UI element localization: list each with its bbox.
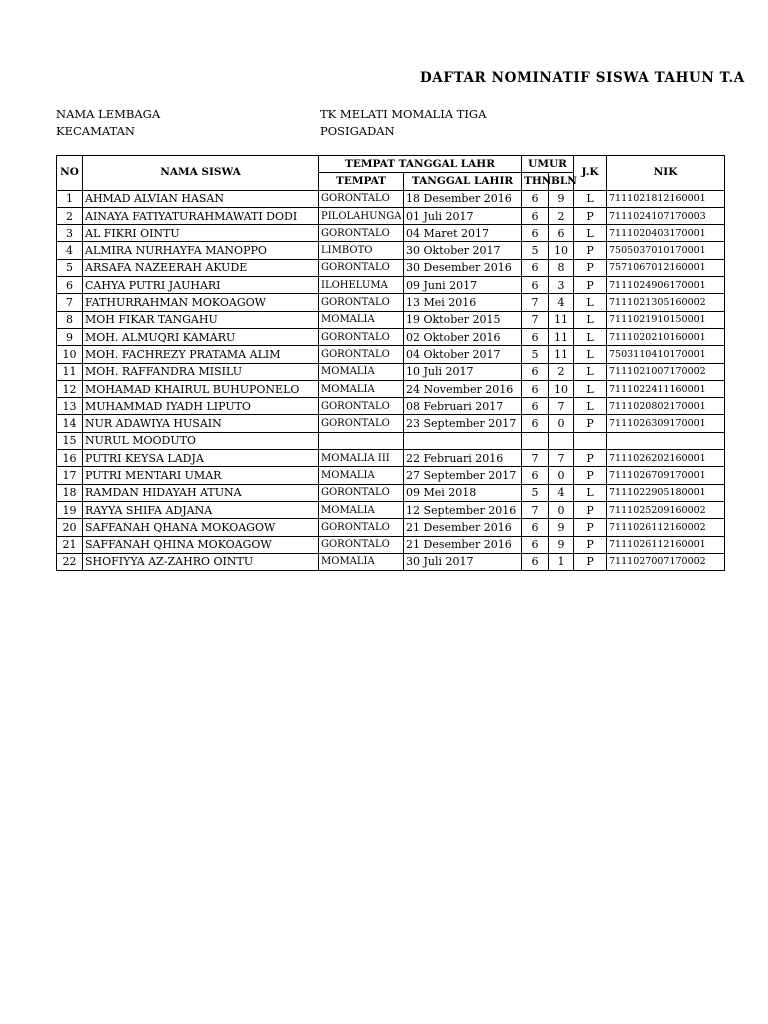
birth-date: 12 September 2016 bbox=[404, 501, 522, 518]
birth-place: MOMALIA bbox=[319, 501, 404, 518]
roster-body bbox=[57, 190, 725, 571]
age-months: 7 bbox=[549, 398, 574, 415]
age-years: 6 bbox=[522, 190, 549, 207]
student-name: RAMDAN HIDAYAH ATUNA bbox=[83, 484, 319, 501]
age-years: 7 bbox=[522, 450, 549, 467]
age-months: 10 bbox=[549, 242, 574, 259]
student-name: ARSAFA NAZEERAH AKUDE bbox=[83, 259, 319, 276]
lembaga-label: NAMA LEMBAGA bbox=[56, 107, 161, 121]
table-row bbox=[57, 467, 725, 484]
nik-number: 7111026112160001 bbox=[607, 536, 725, 553]
age-years: 6 bbox=[522, 225, 549, 242]
gender: P bbox=[574, 259, 607, 276]
birth-place: GORONTALO bbox=[319, 484, 404, 501]
birth-place: GORONTALO bbox=[319, 415, 404, 432]
student-name: NUR ADAWIYA HUSAIN bbox=[83, 415, 319, 432]
table-row bbox=[57, 519, 725, 536]
age-years: 7 bbox=[522, 501, 549, 518]
age-months: 4 bbox=[549, 294, 574, 311]
table-row bbox=[57, 311, 725, 328]
student-no: 2 bbox=[57, 207, 83, 224]
nik-number: 7111021007170002 bbox=[607, 363, 725, 380]
nik-number: 7503110410170001 bbox=[607, 346, 725, 363]
birth-date: 08 Februari 2017 bbox=[404, 398, 522, 415]
age-months: 9 bbox=[549, 190, 574, 207]
nik-number: 7111026309170001 bbox=[607, 415, 725, 432]
student-no: 14 bbox=[57, 415, 83, 432]
birth-place: GORONTALO bbox=[319, 294, 404, 311]
birth-date: 10 Juli 2017 bbox=[404, 363, 522, 380]
nik-number: 7111024107170003 bbox=[607, 207, 725, 224]
student-no: 22 bbox=[57, 553, 83, 570]
table-row bbox=[57, 501, 725, 518]
age-years: 6 bbox=[522, 328, 549, 345]
gender: P bbox=[574, 277, 607, 294]
age-years: 6 bbox=[522, 380, 549, 397]
age-years: 6 bbox=[522, 277, 549, 294]
age-months: 6 bbox=[549, 225, 574, 242]
birth-date: 24 November 2016 bbox=[404, 380, 522, 397]
gender: L bbox=[574, 398, 607, 415]
nik-number bbox=[607, 432, 725, 449]
birth-place: MOMALIA bbox=[319, 311, 404, 328]
age-years: 7 bbox=[522, 294, 549, 311]
gender: P bbox=[574, 536, 607, 553]
age-months: 11 bbox=[549, 328, 574, 345]
table-row bbox=[57, 398, 725, 415]
age-months: 2 bbox=[549, 207, 574, 224]
table-row bbox=[57, 363, 725, 380]
gender: P bbox=[574, 207, 607, 224]
student-no: 10 bbox=[57, 346, 83, 363]
birth-date bbox=[404, 432, 522, 449]
birth-date: 30 Desember 2016 bbox=[404, 259, 522, 276]
birth-place: MOMALIA bbox=[319, 467, 404, 484]
birth-date: 27 September 2017 bbox=[404, 467, 522, 484]
student-name: PUTRI MENTARI UMAR bbox=[83, 467, 319, 484]
age-years: 6 bbox=[522, 519, 549, 536]
student-no: 17 bbox=[57, 467, 83, 484]
age-months: 0 bbox=[549, 467, 574, 484]
birth-date: 04 Oktober 2017 bbox=[404, 346, 522, 363]
student-no: 9 bbox=[57, 328, 83, 345]
birth-date: 01 Juli 2017 bbox=[404, 207, 522, 224]
student-name: MOH. RAFFANDRA MISILU bbox=[83, 363, 319, 380]
gender: L bbox=[574, 190, 607, 207]
student-no: 19 bbox=[57, 501, 83, 518]
student-no: 5 bbox=[57, 259, 83, 276]
header-ttl: TEMPAT TANGGAL LAHR bbox=[319, 156, 522, 173]
table-row bbox=[57, 415, 725, 432]
student-roster-table bbox=[56, 155, 725, 571]
age-years bbox=[522, 432, 549, 449]
birth-date: 09 Mei 2018 bbox=[404, 484, 522, 501]
student-name: AINAYA FATIYATURAHMAWATI DODI bbox=[83, 207, 319, 224]
age-months bbox=[549, 432, 574, 449]
birth-place: GORONTALO bbox=[319, 519, 404, 536]
age-months: 0 bbox=[549, 415, 574, 432]
nik-number: 7111020403170001 bbox=[607, 225, 725, 242]
birth-date: 13 Mei 2016 bbox=[404, 294, 522, 311]
table-row bbox=[57, 190, 725, 207]
student-name: SAFFANAH QHANA MOKOAGOW bbox=[83, 519, 319, 536]
age-months: 10 bbox=[549, 380, 574, 397]
table-row bbox=[57, 536, 725, 553]
nik-number: 7111020210160001 bbox=[607, 328, 725, 345]
gender: P bbox=[574, 415, 607, 432]
student-name: MOH FIKAR TANGAHU bbox=[83, 311, 319, 328]
nik-number: 7111027007170002 bbox=[607, 553, 725, 570]
age-months: 11 bbox=[549, 311, 574, 328]
birth-date: 04 Maret 2017 bbox=[404, 225, 522, 242]
nik-number: 7111021910150001 bbox=[607, 311, 725, 328]
birth-date: 02 Oktober 2016 bbox=[404, 328, 522, 345]
birth-place: MOMALIA III bbox=[319, 450, 404, 467]
student-name: SAFFANAH QHINA MOKOAGOW bbox=[83, 536, 319, 553]
age-months: 9 bbox=[549, 536, 574, 553]
age-months: 8 bbox=[549, 259, 574, 276]
nik-number: 7111024906170001 bbox=[607, 277, 725, 294]
age-months: 4 bbox=[549, 484, 574, 501]
birth-date: 30 Juli 2017 bbox=[404, 553, 522, 570]
nik-number: 7505037010170001 bbox=[607, 242, 725, 259]
gender: P bbox=[574, 553, 607, 570]
student-name: ALMIRA NURHAYFA MANOPPO bbox=[83, 242, 319, 259]
document-title: DAFTAR NOMINATIF SISWA TAHUN T.A bbox=[420, 70, 745, 86]
nik-number: 7111021812160001 bbox=[607, 190, 725, 207]
age-months: 1 bbox=[549, 553, 574, 570]
gender: L bbox=[574, 363, 607, 380]
age-years: 6 bbox=[522, 536, 549, 553]
gender: P bbox=[574, 242, 607, 259]
student-name: MOH. FACHREZY PRATAMA ALIM bbox=[83, 346, 319, 363]
birth-place bbox=[319, 432, 404, 449]
kecamatan-value: POSIGADAN bbox=[320, 124, 395, 138]
student-no: 20 bbox=[57, 519, 83, 536]
birth-date: 23 September 2017 bbox=[404, 415, 522, 432]
table-row bbox=[57, 380, 725, 397]
age-years: 6 bbox=[522, 259, 549, 276]
student-no: 13 bbox=[57, 398, 83, 415]
nik-number: 7111026112160002 bbox=[607, 519, 725, 536]
birth-place: GORONTALO bbox=[319, 346, 404, 363]
birth-date: 18 Desember 2016 bbox=[404, 190, 522, 207]
birth-date: 21 Desember 2016 bbox=[404, 536, 522, 553]
age-years: 6 bbox=[522, 467, 549, 484]
kecamatan-label: KECAMATAN bbox=[56, 124, 135, 138]
nik-number: 7111020802170001 bbox=[607, 398, 725, 415]
student-name: PUTRI KEYSA LADJA bbox=[83, 450, 319, 467]
nik-number: 7111026709170001 bbox=[607, 467, 725, 484]
student-no: 7 bbox=[57, 294, 83, 311]
age-months: 3 bbox=[549, 277, 574, 294]
birth-place: MOMALIA bbox=[319, 380, 404, 397]
table-row bbox=[57, 484, 725, 501]
gender: P bbox=[574, 467, 607, 484]
birth-date: 19 Oktober 2015 bbox=[404, 311, 522, 328]
birth-place: GORONTALO bbox=[319, 328, 404, 345]
age-years: 6 bbox=[522, 207, 549, 224]
birth-place: GORONTALO bbox=[319, 190, 404, 207]
birth-place: MOMALIA bbox=[319, 363, 404, 380]
nik-number: 7111026202160001 bbox=[607, 450, 725, 467]
table-row bbox=[57, 328, 725, 345]
nik-number: 7111025209160002 bbox=[607, 501, 725, 518]
birth-date: 30 Oktober 2017 bbox=[404, 242, 522, 259]
student-no: 16 bbox=[57, 450, 83, 467]
age-months: 11 bbox=[549, 346, 574, 363]
student-name: FATHURRAHMAN MOKOAGOW bbox=[83, 294, 319, 311]
gender: L bbox=[574, 294, 607, 311]
birth-date: 21 Desember 2016 bbox=[404, 519, 522, 536]
nik-number: 7111022411160001 bbox=[607, 380, 725, 397]
header-nik: NIK bbox=[607, 156, 725, 191]
nik-number: 7111022905180001 bbox=[607, 484, 725, 501]
age-years: 5 bbox=[522, 242, 549, 259]
student-no: 8 bbox=[57, 311, 83, 328]
gender: L bbox=[574, 380, 607, 397]
table-row bbox=[57, 259, 725, 276]
table-row bbox=[57, 450, 725, 467]
gender: P bbox=[574, 519, 607, 536]
age-years: 6 bbox=[522, 553, 549, 570]
student-name: AL FIKRI OINTU bbox=[83, 225, 319, 242]
gender: L bbox=[574, 311, 607, 328]
student-name: RAYYA SHIFA ADJANA bbox=[83, 501, 319, 518]
student-no: 12 bbox=[57, 380, 83, 397]
age-years: 5 bbox=[522, 484, 549, 501]
header-nama: NAMA SISWA bbox=[83, 156, 319, 191]
birth-place: LIMBOTO bbox=[319, 242, 404, 259]
age-years: 7 bbox=[522, 311, 549, 328]
age-months: 9 bbox=[549, 519, 574, 536]
header-tanggal: TANGGAL LAHIR bbox=[404, 173, 522, 190]
student-name: NURUL MOODUTO bbox=[83, 432, 319, 449]
gender: L bbox=[574, 225, 607, 242]
birth-place: MOMALIA bbox=[319, 553, 404, 570]
birth-place: GORONTALO bbox=[319, 259, 404, 276]
table-row bbox=[57, 346, 725, 363]
header-jk: J.K bbox=[574, 156, 607, 191]
header-row-1 bbox=[57, 156, 725, 173]
student-no: 4 bbox=[57, 242, 83, 259]
age-years: 6 bbox=[522, 363, 549, 380]
header-umur: UMUR bbox=[522, 156, 574, 173]
table-row bbox=[57, 294, 725, 311]
table-row bbox=[57, 553, 725, 570]
student-no: 11 bbox=[57, 363, 83, 380]
header-no: NO bbox=[57, 156, 83, 191]
age-months: 2 bbox=[549, 363, 574, 380]
gender: L bbox=[574, 328, 607, 345]
nik-number: 7571067012160001 bbox=[607, 259, 725, 276]
age-years: 5 bbox=[522, 346, 549, 363]
birth-date: 09 Juni 2017 bbox=[404, 277, 522, 294]
student-no: 21 bbox=[57, 536, 83, 553]
student-no: 3 bbox=[57, 225, 83, 242]
gender: L bbox=[574, 484, 607, 501]
lembaga-value: TK MELATI MOMALIA TIGA bbox=[320, 107, 487, 121]
birth-date: 22 Februari 2016 bbox=[404, 450, 522, 467]
student-name: MOH. ALMUQRI KAMARU bbox=[83, 328, 319, 345]
birth-place: GORONTALO bbox=[319, 398, 404, 415]
table-row bbox=[57, 207, 725, 224]
table-row bbox=[57, 225, 725, 242]
table-row bbox=[57, 432, 725, 449]
age-months: 0 bbox=[549, 501, 574, 518]
table-row bbox=[57, 277, 725, 294]
age-years: 6 bbox=[522, 398, 549, 415]
student-no: 15 bbox=[57, 432, 83, 449]
student-name: AHMAD ALVIAN HASAN bbox=[83, 190, 319, 207]
birth-place: ILOHELUMA bbox=[319, 277, 404, 294]
birth-place: GORONTALO bbox=[319, 225, 404, 242]
gender bbox=[574, 432, 607, 449]
header-thn: THN bbox=[522, 173, 549, 190]
age-years: 6 bbox=[522, 415, 549, 432]
header-tempat: TEMPAT bbox=[319, 173, 404, 190]
student-name: SHOFIYYA AZ-ZAHRO OINTU bbox=[83, 553, 319, 570]
student-no: 18 bbox=[57, 484, 83, 501]
gender: P bbox=[574, 501, 607, 518]
student-name: MUHAMMAD IYADH LIPUTO bbox=[83, 398, 319, 415]
header-bln: BLN bbox=[549, 173, 574, 190]
nik-number: 7111021305160002 bbox=[607, 294, 725, 311]
age-months: 7 bbox=[549, 450, 574, 467]
table-row bbox=[57, 242, 725, 259]
birth-place: GORONTALO bbox=[319, 536, 404, 553]
student-no: 6 bbox=[57, 277, 83, 294]
birth-place: PILOLAHUNGA bbox=[319, 207, 404, 224]
student-no: 1 bbox=[57, 190, 83, 207]
student-name: MOHAMAD KHAIRUL BUHUPONELO bbox=[83, 380, 319, 397]
gender: L bbox=[574, 346, 607, 363]
gender: P bbox=[574, 450, 607, 467]
student-name: CAHYA PUTRI JAUHARI bbox=[83, 277, 319, 294]
